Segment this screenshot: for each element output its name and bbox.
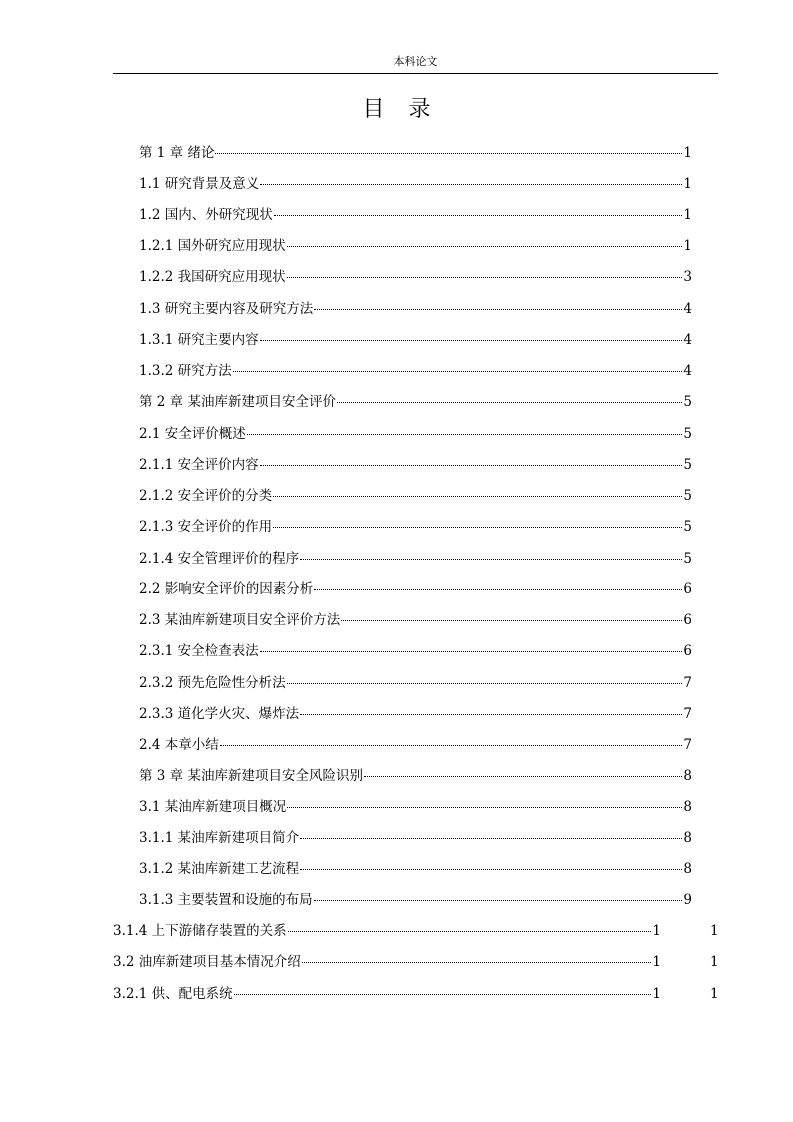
toc-leader-dots — [288, 931, 652, 932]
toc-entry[interactable] — [139, 206, 692, 224]
toc-entry-label: 第 2 章 某油库新建项目安全评价 — [139, 394, 336, 410]
toc-entry-label: 3.1.2 某油库新建工艺流程 — [139, 861, 300, 877]
toc-entry-page: 6 — [683, 612, 692, 628]
toc-entry-label: 2.3.2 预先危险性分析法 — [139, 675, 286, 691]
toc-title: 目录 — [362, 97, 455, 122]
toc-entry-label: 2.3.1 安全检查表法 — [139, 643, 259, 659]
toc-leader-dots — [260, 340, 683, 341]
toc-entry-label: 3.1.3 主要装置和设施的布局 — [139, 892, 313, 908]
toc-entry-label: 第 3 章 某油库新建项目安全风险识别 — [139, 768, 363, 784]
toc-leader-dots — [300, 559, 682, 560]
toc-entry-page: 8 — [683, 768, 692, 784]
toc-leader-dots — [273, 527, 682, 528]
toc-entry-label: 第 1 章 绪论 — [139, 145, 215, 161]
toc-entry[interactable] — [139, 487, 692, 505]
toc-entry-label: 2.1 安全评价概述 — [139, 426, 246, 442]
toc-leader-dots — [314, 589, 682, 590]
toc-entry-overflow[interactable] — [113, 985, 661, 1003]
toc-entry[interactable] — [139, 798, 692, 816]
toc-entry-page: 7 — [683, 675, 692, 691]
toc-leader-dots — [260, 465, 683, 466]
toc-entry[interactable] — [139, 580, 692, 598]
toc-entry-label: 2.2 影响安全评价的因素分析 — [139, 581, 314, 597]
toc-entry[interactable] — [139, 393, 692, 411]
toc-entry-label: 3.2 油库新建项目基本情况介绍 — [113, 954, 301, 970]
toc-entry-label: 2.1.2 安全评价的分类 — [139, 488, 273, 504]
toc-entry[interactable] — [139, 268, 692, 286]
toc-entry-page: 1 — [683, 238, 692, 254]
toc-leader-dots — [300, 869, 682, 870]
toc-leader-dots — [273, 496, 682, 497]
toc-entry-page: 9 — [683, 892, 692, 908]
toc-entry-page: 8 — [683, 799, 692, 815]
toc-entry-overflow[interactable] — [113, 953, 661, 971]
toc-entry-page: 7 — [683, 737, 692, 753]
toc-leader-dots — [247, 434, 683, 435]
toc-entry-extra-number: 1 — [710, 986, 719, 1002]
toc-entry-page: 8 — [683, 861, 692, 877]
toc-entry-label: 2.4 本章小结 — [139, 737, 219, 753]
toc-entry-page: 4 — [683, 301, 692, 317]
toc-entry[interactable] — [139, 891, 692, 909]
toc-entry[interactable] — [139, 642, 692, 660]
toc-entry-label: 2.3.3 道化学火灾、爆炸法 — [139, 706, 300, 722]
toc-entry-page: 1 — [683, 176, 692, 192]
toc-leader-dots — [220, 745, 683, 746]
toc-entry[interactable] — [139, 829, 692, 847]
toc-entry-extra-number: 1 — [710, 923, 719, 939]
toc-entry[interactable] — [139, 362, 692, 380]
toc-entry-label: 2.1.4 安全管理评价的程序 — [139, 551, 300, 567]
toc-entry-extra-number: 1 — [710, 954, 719, 970]
toc-entry-label: 3.2.1 供、配电系统 — [113, 986, 233, 1002]
toc-leader-dots — [337, 402, 682, 403]
toc-entry-page: 5 — [683, 426, 692, 442]
toc-entry-label: 1.2.1 国外研究应用现状 — [139, 238, 286, 254]
toc-leader-dots — [364, 776, 682, 777]
toc-entry[interactable] — [139, 456, 692, 474]
toc-entry[interactable] — [139, 144, 692, 162]
header-rule — [113, 73, 718, 74]
toc-entry[interactable] — [139, 736, 692, 754]
toc-entry-page: 1 — [683, 207, 692, 223]
toc-entry-label: 3.1 某油库新建项目概况 — [139, 799, 287, 815]
toc-entry-label: 1.2 国内、外研究现状 — [139, 207, 273, 223]
toc-entry-label: 3.1.1 某油库新建项目简介 — [139, 830, 300, 846]
toc-entry-page: 8 — [683, 830, 692, 846]
toc-entry-page: 5 — [683, 551, 692, 567]
toc-entry-page: 7 — [683, 706, 692, 722]
toc-leader-dots — [341, 620, 682, 621]
toc-leader-dots — [287, 246, 683, 247]
toc-leader-dots — [300, 838, 682, 839]
toc-entry[interactable] — [139, 860, 692, 878]
toc-leader-dots — [314, 309, 682, 310]
toc-leader-dots — [287, 277, 683, 278]
toc-leader-dots — [302, 962, 652, 963]
toc-entry-page: 1 — [652, 923, 661, 939]
toc-entry-page: 5 — [683, 457, 692, 473]
toc-entry-page: 5 — [683, 394, 692, 410]
toc-leader-dots — [215, 153, 682, 154]
toc-entry-label: 2.1.3 安全评价的作用 — [139, 519, 273, 535]
toc-leader-dots — [287, 807, 682, 808]
toc-entry-label: 2.3 某油库新建项目安全评价方法 — [139, 612, 341, 628]
toc-entry[interactable] — [139, 705, 692, 723]
toc-entry-overflow[interactable] — [113, 922, 661, 940]
toc-entry[interactable] — [139, 425, 692, 443]
toc-entry-label: 1.2.2 我国研究应用现状 — [139, 269, 286, 285]
toc-entry-label: 1.3 研究主要内容及研究方法 — [139, 301, 314, 317]
toc-entry-page: 6 — [683, 581, 692, 597]
toc-leader-dots — [233, 371, 683, 372]
toc-entry-page: 6 — [683, 643, 692, 659]
toc-entry[interactable] — [139, 237, 692, 255]
toc-leader-dots — [274, 215, 683, 216]
toc-entry[interactable] — [139, 550, 692, 568]
toc-entry[interactable] — [139, 611, 692, 629]
toc-entry-label: 1.1 研究背景及意义 — [139, 176, 260, 192]
toc-leader-dots — [260, 651, 683, 652]
toc-entry-page: 4 — [683, 332, 692, 348]
page-header: 本科论文 — [393, 55, 438, 68]
toc-entry-label: 3.1.4 上下游储存装置的关系 — [113, 923, 287, 939]
toc-entry-page: 1 — [652, 954, 661, 970]
toc-entry[interactable] — [139, 175, 692, 193]
toc-leader-dots — [287, 683, 683, 684]
toc-entry-page: 4 — [683, 363, 692, 379]
toc-entry-label: 1.3.1 研究主要内容 — [139, 332, 259, 348]
toc-leader-dots — [234, 994, 652, 995]
toc-leader-dots — [300, 714, 682, 715]
toc-entry[interactable] — [139, 331, 692, 349]
toc-entry[interactable] — [139, 767, 692, 785]
toc-entry-page: 5 — [683, 519, 692, 535]
toc-entry[interactable] — [139, 300, 692, 318]
toc-entry[interactable] — [139, 674, 692, 692]
toc-leader-dots — [260, 184, 682, 185]
toc-leader-dots — [314, 900, 683, 901]
toc-entry-page: 1 — [683, 145, 692, 161]
toc-entry-page: 5 — [683, 488, 692, 504]
toc-entry-label: 2.1.1 安全评价内容 — [139, 457, 259, 473]
toc-entry-label: 1.3.2 研究方法 — [139, 363, 232, 379]
toc-entry-page: 1 — [652, 986, 661, 1002]
toc-entry-page: 3 — [683, 269, 692, 285]
toc-entry[interactable] — [139, 518, 692, 536]
